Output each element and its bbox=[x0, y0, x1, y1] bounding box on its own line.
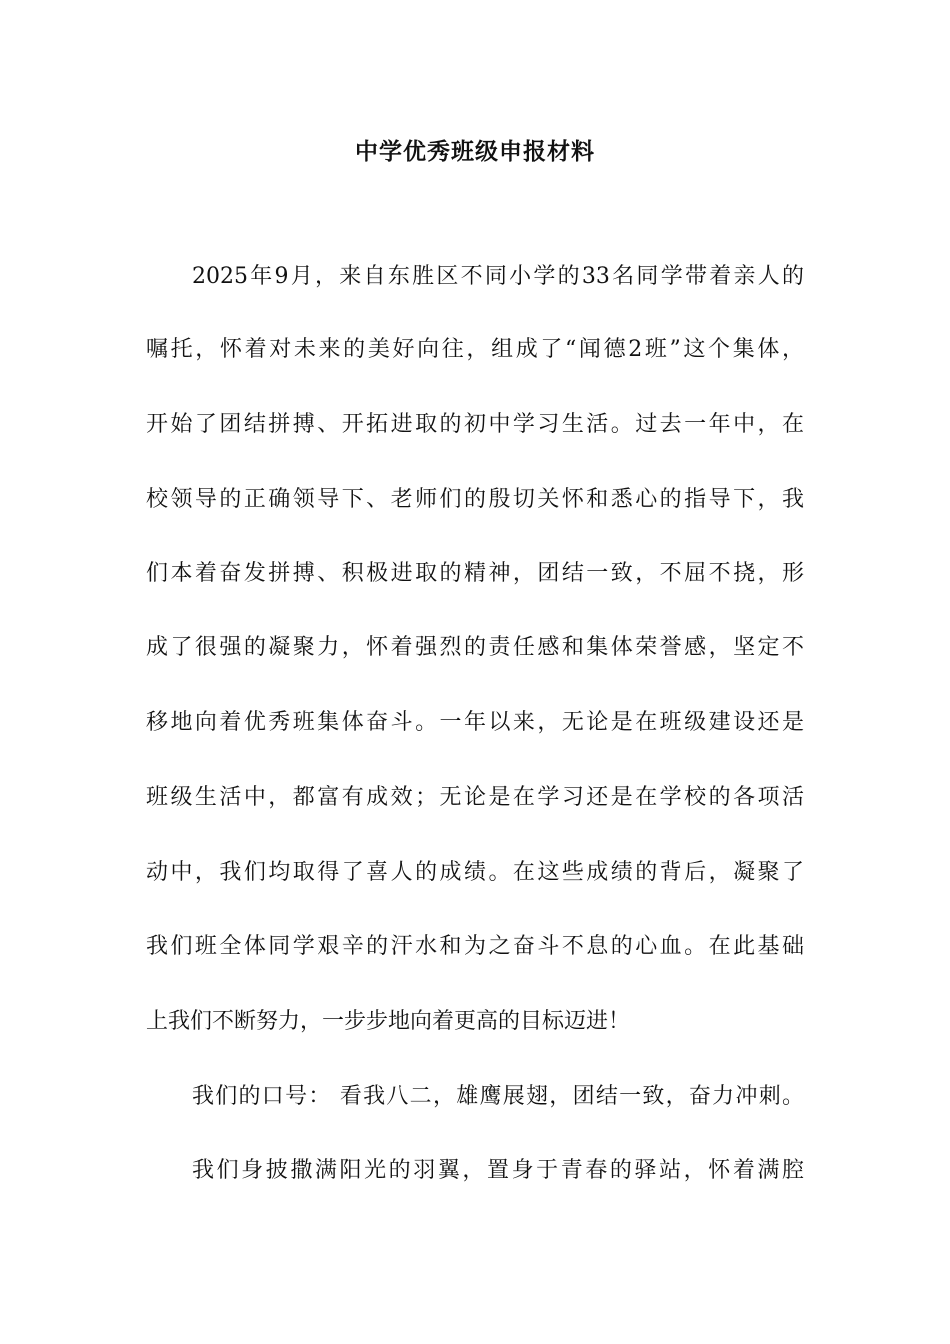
document-title: 中学优秀班级申报材料 bbox=[355, 138, 595, 165]
paragraph-line: 上我们不断努力，一步步地向着更高的目标迈进！ bbox=[146, 1009, 631, 1034]
paragraph-line: 们本着奋发拼搏、积极进取的精神，团结一致，不屈不挠，形 bbox=[146, 561, 804, 586]
paragraph-line: 嘱托，怀着对未来的美好向往，组成了“闻德2班”这个集体， bbox=[146, 337, 804, 362]
paragraph-line: 我们班全体同学艰辛的汗水和为之奋斗不息的心血。在此基础 bbox=[146, 934, 804, 959]
slogan-line: 我们的口号： 看我八二，雄鹰展翅，团结一致，奋力冲刺。 bbox=[192, 1084, 804, 1109]
paragraph-line: 移地向着优秀班集体奋斗。一年以来，无论是在班级建设还是 bbox=[146, 710, 804, 735]
paragraph-line: 开始了团结拼搏、开拓进取的初中学习生活。过去一年中，在 bbox=[146, 412, 804, 437]
paragraph-line: 2025年9月，来自东胜区不同小学的33名同学带着亲人的 bbox=[192, 264, 804, 289]
paragraph-line: 班级生活中，都富有成效；无论是在学习还是在学校的各项活 bbox=[146, 785, 804, 810]
paragraph-line: 我们身披撒满阳光的羽翼，置身于青春的驿站，怀着满腔 bbox=[192, 1158, 804, 1183]
paragraph-line: 校领导的正确领导下、老师们的殷切关怀和悉心的指导下，我 bbox=[146, 487, 804, 512]
paragraph-line: 动中，我们均取得了喜人的成绩。在这些成绩的背后，凝聚了 bbox=[146, 860, 804, 885]
paragraph-line: 成了很强的凝聚力，怀着强烈的责任感和集体荣誉感，坚定不 bbox=[146, 635, 804, 660]
